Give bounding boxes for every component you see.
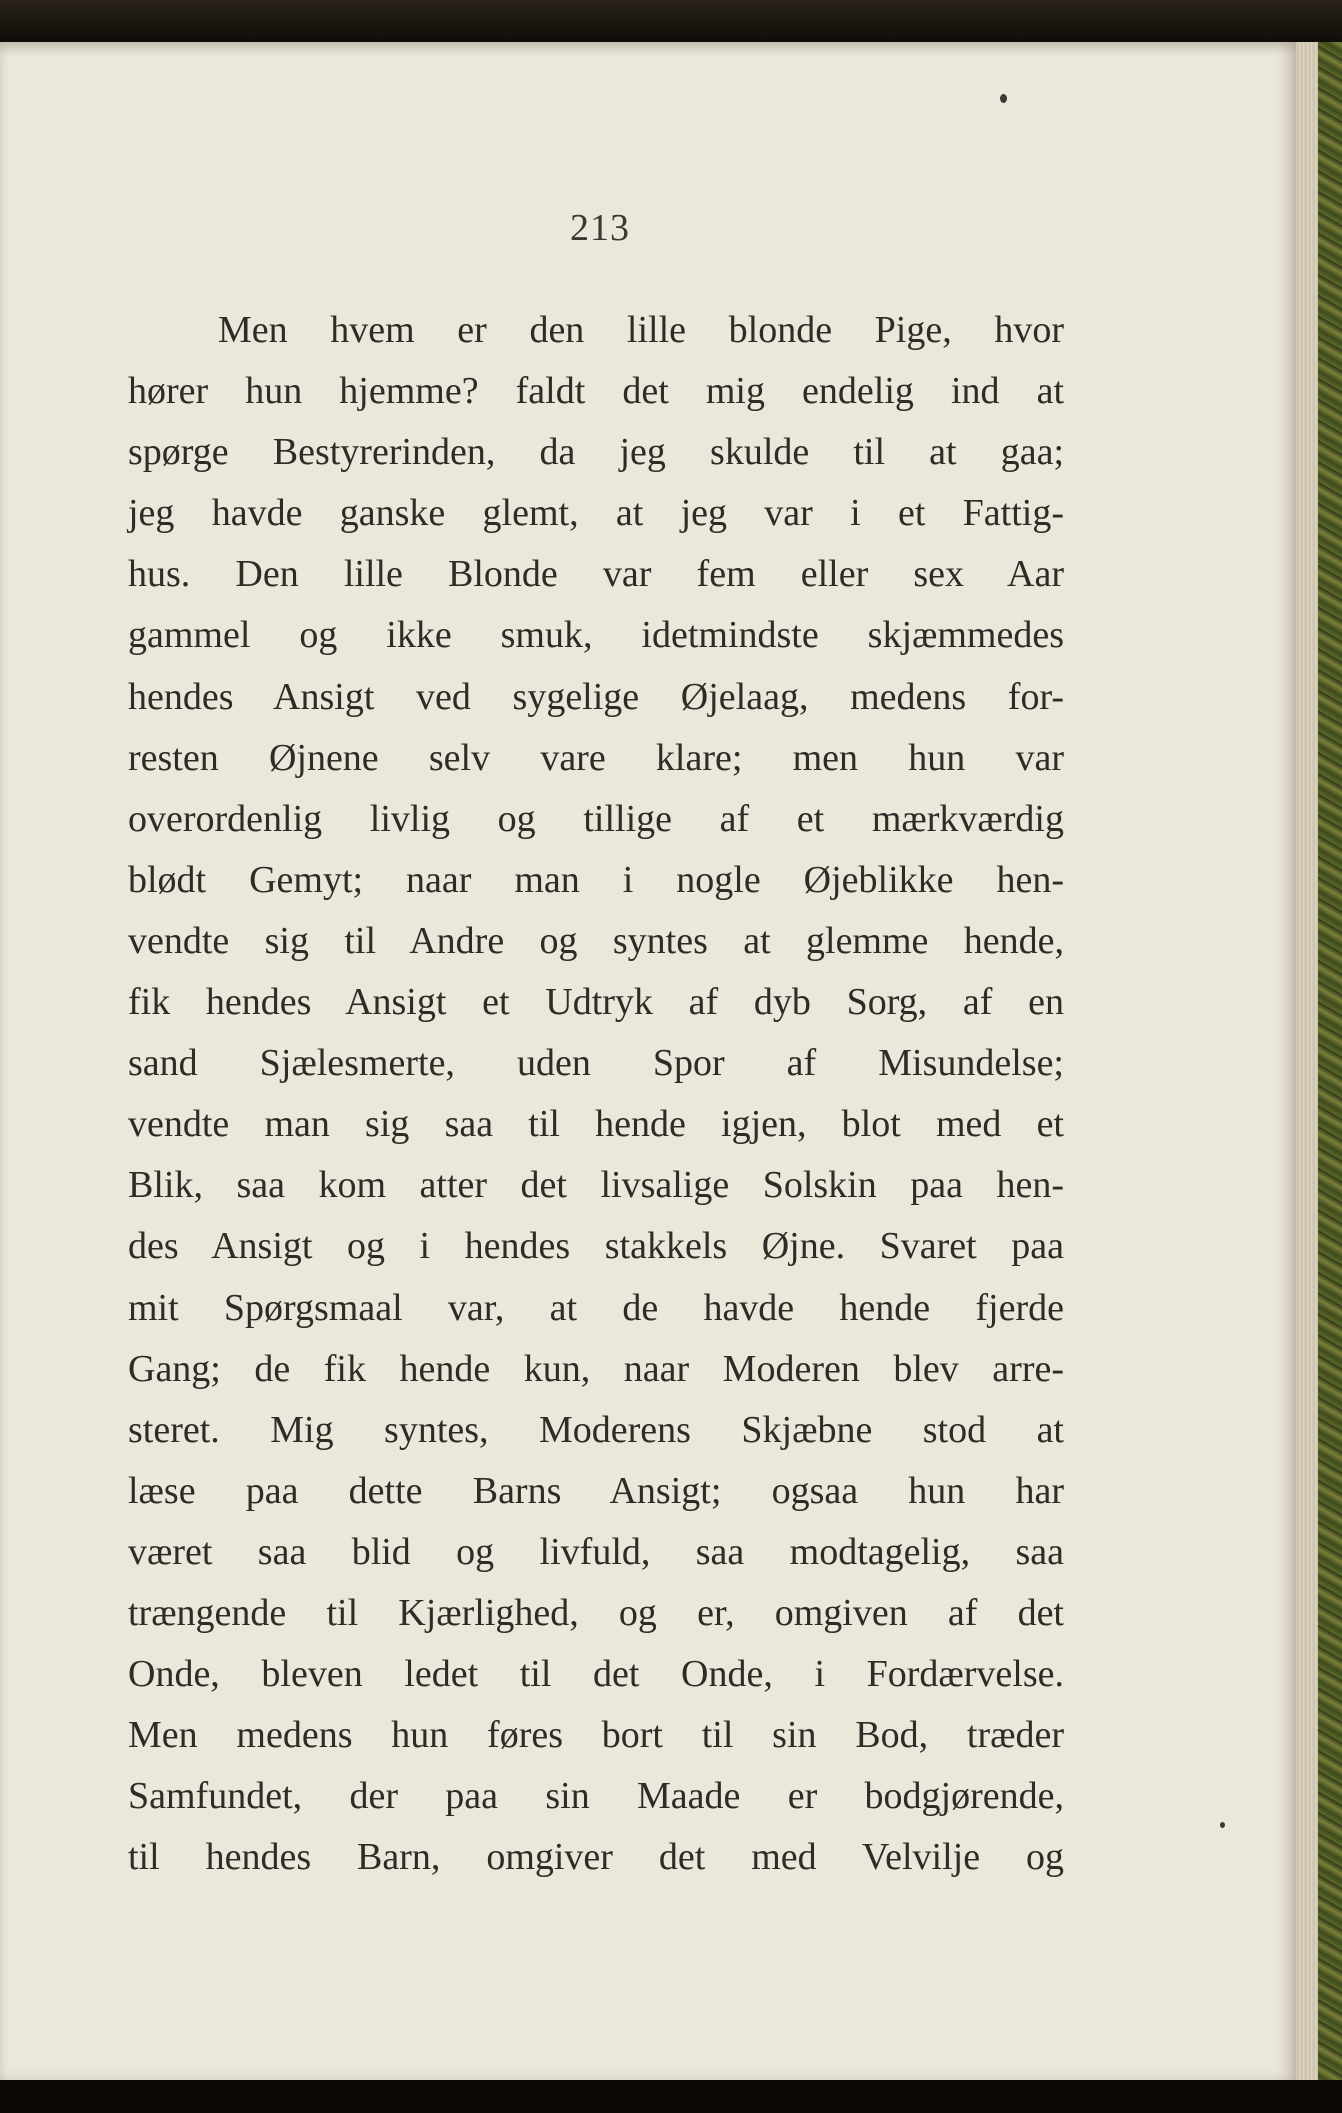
text-line: til hendes Barn, omgiver det med Velvilje og xyxy=(128,1836,1064,1879)
text-line: læse paa dette Barns Ansigt; ogsaa hun har xyxy=(128,1469,1064,1512)
text-line: resten Øjnene selv vare klare; men hun var xyxy=(128,736,1064,779)
page-stack-edge xyxy=(1296,42,1318,2082)
text-line: gammel og ikke smuk, idetmindste skjæmmedes xyxy=(128,614,1064,657)
text-line: mit Spørgsmaal var, at de havde hende fjerde xyxy=(128,1286,1064,1329)
text-line: været saa blid og livfuld, saa modtagelig, saa xyxy=(128,1530,1064,1573)
text-line: vendte man sig saa til hende igjen, blot med et xyxy=(128,1103,1064,1146)
text-line: Onde, bleven ledet til det Onde, i Fordærvelse. xyxy=(128,1653,1064,1696)
text-line: vendte sig til Andre og syntes at glemme hende, xyxy=(128,919,1064,962)
text-line: fik hendes Ansigt et Udtryk af dyb Sorg, af en xyxy=(128,981,1064,1024)
text-line: blødt Gemyt; naar man i nogle Øjeblikke hen- xyxy=(128,858,1064,901)
text-line: Samfundet, der paa sin Maade er bodgjørende, xyxy=(128,1775,1064,1818)
book-top-edge xyxy=(0,0,1342,44)
text-line: spørge Bestyrerinden, da jeg skulde til at gaa; xyxy=(128,431,1064,474)
ink-speck xyxy=(1000,94,1007,103)
text-line: Blik, saa kom atter det livsalige Solskin paa hen- xyxy=(128,1164,1064,1207)
text-line: trængende til Kjærlighed, og er, omgiven af det xyxy=(128,1591,1064,1634)
text-line: Gang; de fik hende kun, naar Moderen blev arre- xyxy=(128,1347,1064,1390)
text-line: jeg havde ganske glemt, at jeg var i et Fattig- xyxy=(128,492,1064,535)
text-line: steret. Mig syntes, Moderens Skjæbne stod at xyxy=(128,1408,1064,1451)
page-number: 213 xyxy=(570,207,630,249)
text-line: hendes Ansigt ved sygelige Øjelaag, medens for- xyxy=(128,675,1064,718)
body-text xyxy=(128,300,1064,1888)
text-line: sand Sjælesmerte, uden Spor af Misundelse; xyxy=(128,1042,1064,1085)
ink-speck xyxy=(1220,1822,1225,1828)
text-line: hører hun hjemme? faldt det mig endelig ind at xyxy=(128,370,1064,413)
marbled-cover-edge xyxy=(1318,42,1342,2082)
text-line: Men medens hun føres bort til sin Bod, træder xyxy=(128,1714,1064,1757)
text-line: overordenlig livlig og tillige af et mærkværdig xyxy=(128,797,1064,840)
text-line: hus. Den lille Blonde var fem eller sex Aar xyxy=(128,553,1064,596)
text-line: Men hvem er den lille blonde Pige, hvor xyxy=(218,309,1064,351)
book-bottom-edge xyxy=(0,2080,1342,2113)
text-line: des Ansigt og i hendes stakkels Øjne. Svaret paa xyxy=(128,1225,1064,1268)
